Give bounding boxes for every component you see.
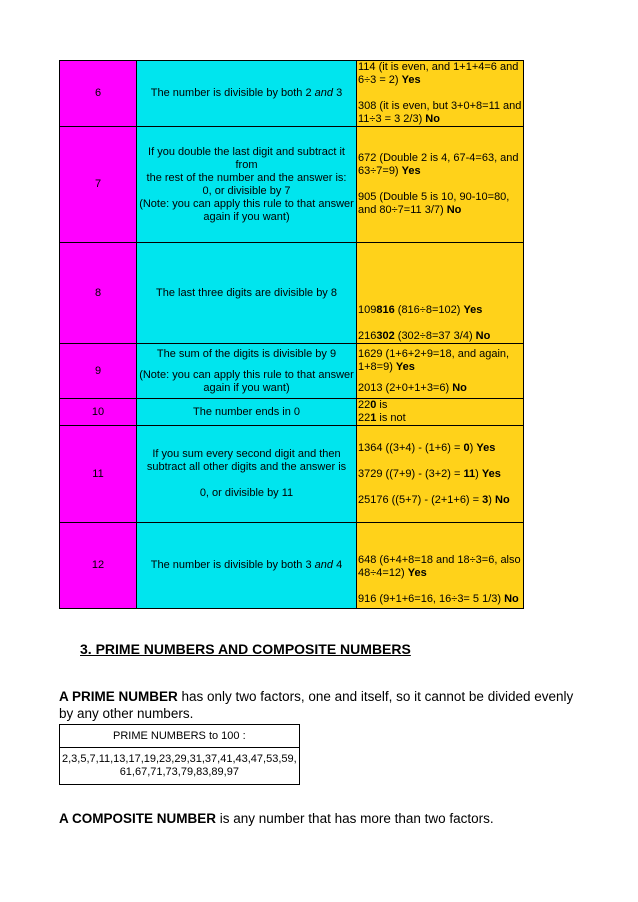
example-line: 308 (it is even, but 3+0+8=11 and 11÷3 = 3 2/3) No: [358, 100, 522, 125]
rule-text: If you double the last digit and subtract it from the rest of the number and the answer is: 0, or divisible by 7 (Note: you can apply this rule to that answer again if you want): [137, 127, 357, 243]
examples-cell: [357, 399, 524, 426]
primes-to-100-box: [59, 724, 300, 785]
primes-box-title: PRIME NUMBERS to 100 :: [60, 725, 300, 748]
example-line: 916 (9+1+6=16, 16÷3= 5 1/3) No: [358, 593, 519, 605]
table-row: [60, 127, 524, 243]
divisor-number: 12: [60, 523, 137, 609]
examples-cell: [357, 523, 524, 609]
composite-definition: A COMPOSITE NUMBER is any number that has more than two factors.: [59, 811, 494, 826]
examples-cell: [357, 243, 524, 344]
example-line: 672 (Double 2 is 4, 67-4=63, and 63÷7=9) Yes: [358, 152, 519, 177]
rule-text: The number is divisible by both 2 and 3: [137, 61, 357, 127]
table-row: [60, 344, 524, 399]
divisor-number: 6: [60, 61, 137, 127]
rule-text: The number is divisible by both 3 and 4: [137, 523, 357, 609]
examples-cell: [357, 61, 524, 127]
divisor-number: 8: [60, 243, 137, 344]
example-line: 1364 ((3+4) - (1+6) = 0) Yes: [358, 441, 496, 454]
divisibility-rules-table: [59, 60, 524, 609]
example-line: 905 (Double 5 is 10, 90-10=80, and 80÷7=11 3/7) No: [358, 191, 510, 216]
table-row: [60, 523, 524, 609]
prime-definition: A PRIME NUMBER has only two factors, one and itself, so it cannot be divided evenly by any other numbers.: [59, 689, 574, 721]
rule-text: The last three digits are divisible by 8: [137, 243, 357, 344]
example-line: 221 is not: [358, 412, 406, 424]
divisor-number: 9: [60, 344, 137, 399]
examples-cell: [357, 344, 524, 399]
primes-list: 2,3,5,7,11,13,17,19,23,29,31,37,41,43,47,53,59, 61,67,71,73,79,83,89,97: [60, 748, 300, 785]
example-line: 114 (it is even, and 1+1+4=6 and 6÷3 = 2) Yes: [358, 61, 519, 86]
example-line: 2013 (2+0+1+3=6) No: [358, 381, 467, 394]
example-line: 216302 (302÷8=37 3/4) No: [358, 330, 491, 342]
divisor-number: 10: [60, 399, 137, 426]
examples-cell: [357, 127, 524, 243]
table-row: [60, 426, 524, 523]
example-line: 3729 ((7+9) - (3+2) = 11) Yes: [358, 467, 501, 480]
table-row: [60, 61, 524, 127]
table-row: [60, 399, 524, 426]
section-heading: 3. PRIME NUMBERS AND COMPOSITE NUMBERS: [80, 641, 411, 657]
rule-text: The number ends in 0: [137, 399, 357, 426]
rule-text: The sum of the digits is divisible by 9 (Note: you can apply this rule to that answer again if you want): [137, 344, 357, 399]
divisor-number: 7: [60, 127, 137, 243]
divisor-number: 11: [60, 426, 137, 523]
example-line: 648 (6+4+8=18 and 18÷3=6, also 48÷4=12) Yes: [358, 554, 521, 579]
example-line: 220 is: [358, 399, 388, 411]
table-row: [60, 243, 524, 344]
example-line: 109816 (816÷8=102) Yes: [358, 304, 483, 316]
example-line: 1629 (1+6+2+9=18, and again, 1+8=9) Yes: [358, 347, 510, 373]
example-line: 25176 ((5+7) - (2+1+6) = 3) No: [358, 493, 510, 506]
examples-cell: [357, 426, 524, 523]
rule-text: If you sum every second digit and then subtract all other digits and the answer is 0, or divisible by 11: [137, 426, 357, 523]
